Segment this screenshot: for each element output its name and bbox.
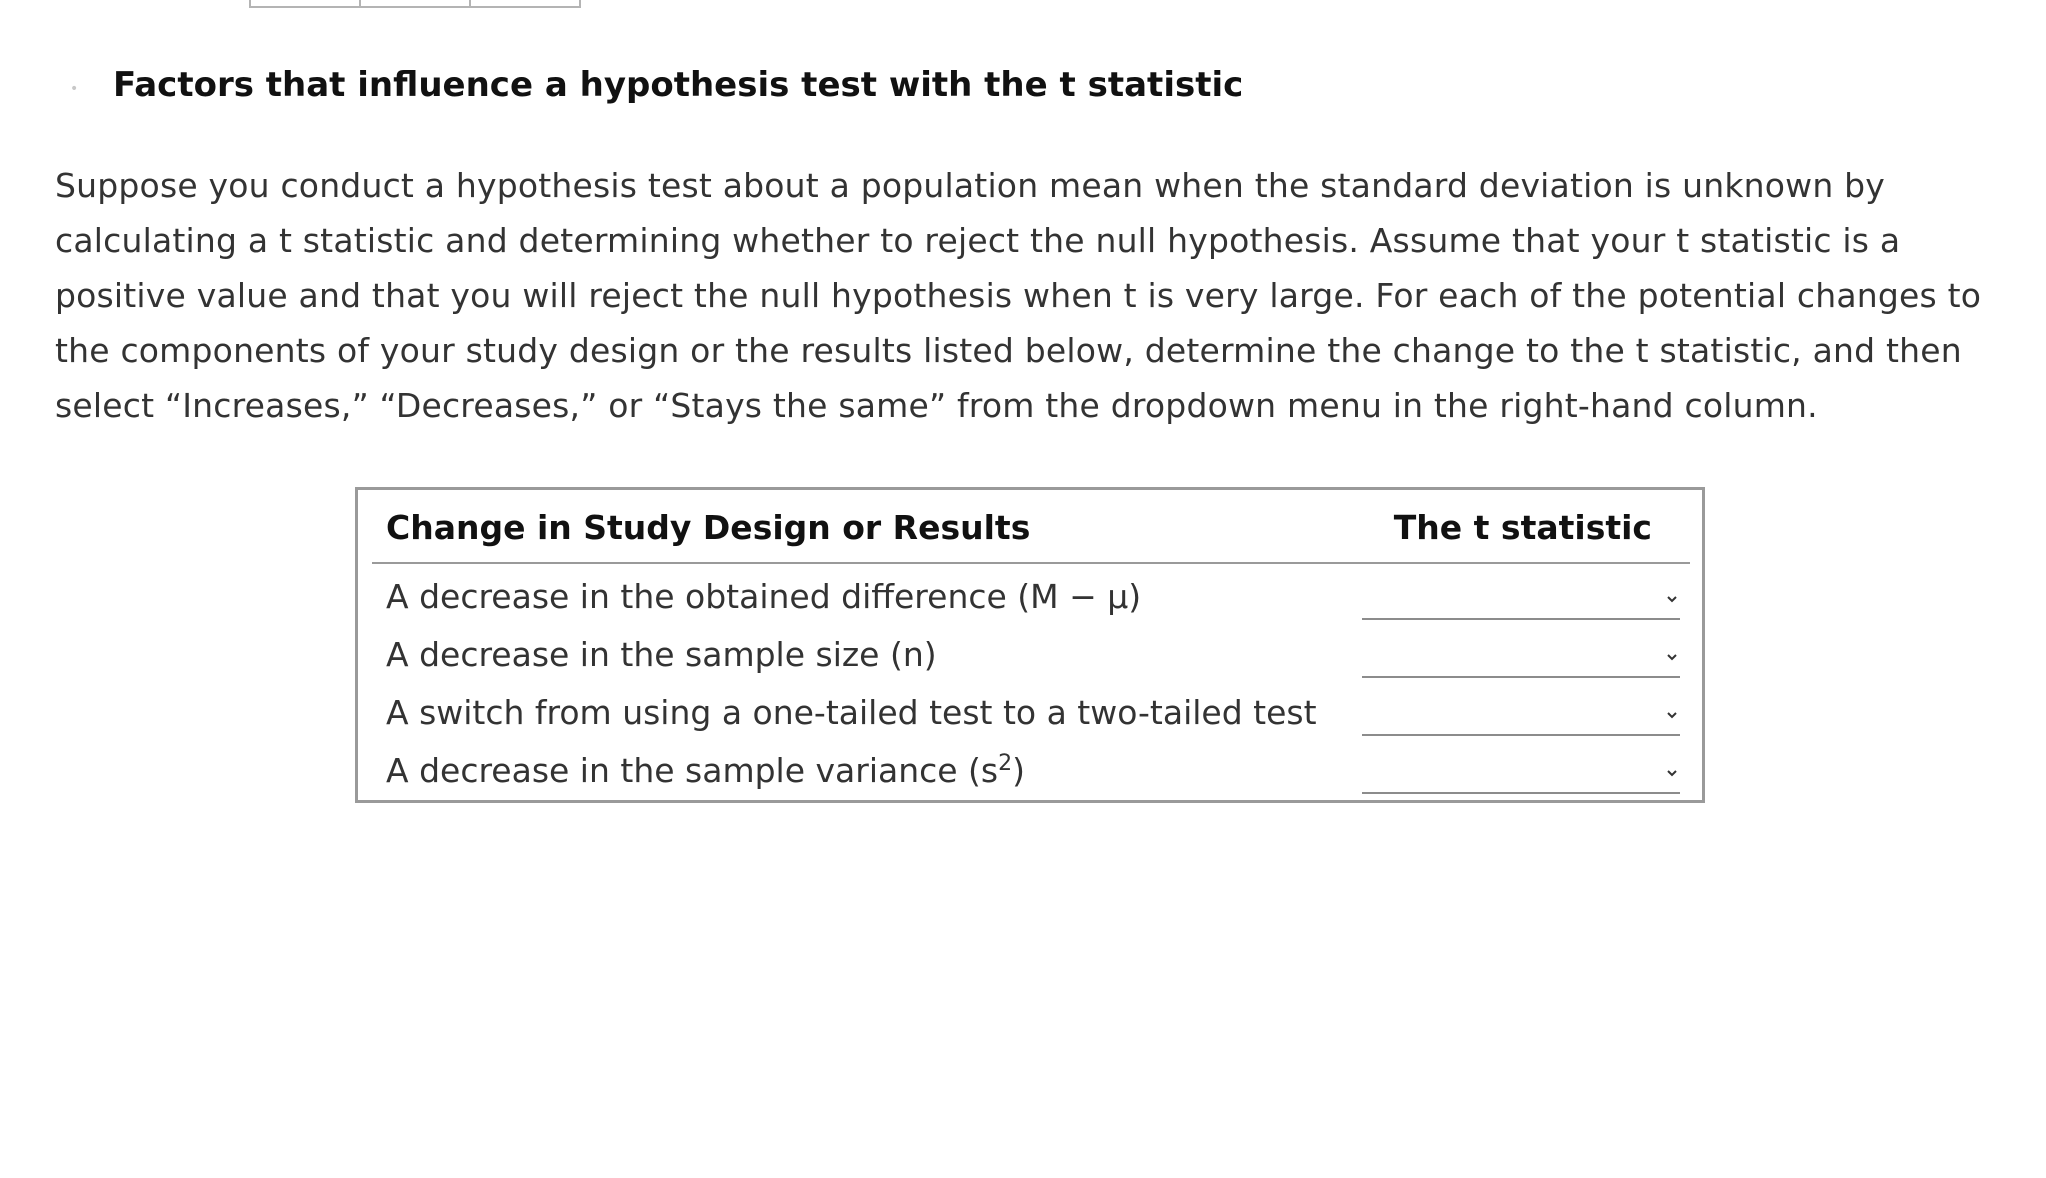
question-title: Factors that influence a hypothesis test with the t statistic bbox=[113, 65, 1244, 105]
superscript-two: 2 bbox=[998, 751, 1013, 776]
row-label-text: A decrease in the sample variance (s bbox=[386, 751, 999, 790]
row-label: A switch from using a one-tailed test to a two-tailed test bbox=[386, 693, 1317, 732]
top-tab[interactable] bbox=[251, 0, 361, 6]
table-row bbox=[358, 742, 1702, 799]
question-instructions: Suppose you conduct a hypothesis test about a population mean when the standard deviation is unknown by calculating a t statistic and determining whether to reject the null hypothesis. Assume that your t statistic is a positive value and that you will reject the null hypothesis when t is very large. For each of the potential changes to the components of your study design or the results listed below, determine the change to the t statistic, and then select “Increases,” “Decreases,” or “Stays the same” from the dropdown menu in the right-hand column. bbox=[55, 166, 1982, 425]
column-header-t-statistic: The t statistic bbox=[1393, 508, 1652, 547]
top-tab[interactable] bbox=[471, 0, 579, 6]
answer-table bbox=[355, 487, 1705, 803]
row-label bbox=[386, 750, 1025, 792]
table-row bbox=[358, 626, 1702, 683]
row-label: A decrease in the obtained difference (M − μ) bbox=[386, 577, 1142, 616]
t-statistic-dropdown[interactable] bbox=[1362, 752, 1680, 794]
question-marker-icon: • bbox=[70, 81, 79, 97]
table-row bbox=[358, 568, 1702, 625]
column-header-change: Change in Study Design or Results bbox=[386, 508, 1031, 547]
t-statistic-dropdown[interactable] bbox=[1362, 578, 1680, 620]
top-tab-strip bbox=[249, 0, 581, 8]
table-row bbox=[358, 684, 1702, 741]
table-header bbox=[372, 490, 1690, 564]
top-tab[interactable] bbox=[361, 0, 471, 6]
t-statistic-dropdown[interactable] bbox=[1362, 694, 1680, 736]
row-label-close: ) bbox=[1012, 751, 1026, 790]
row-label: A decrease in the sample size (n) bbox=[386, 635, 937, 674]
t-statistic-dropdown[interactable] bbox=[1362, 636, 1680, 678]
